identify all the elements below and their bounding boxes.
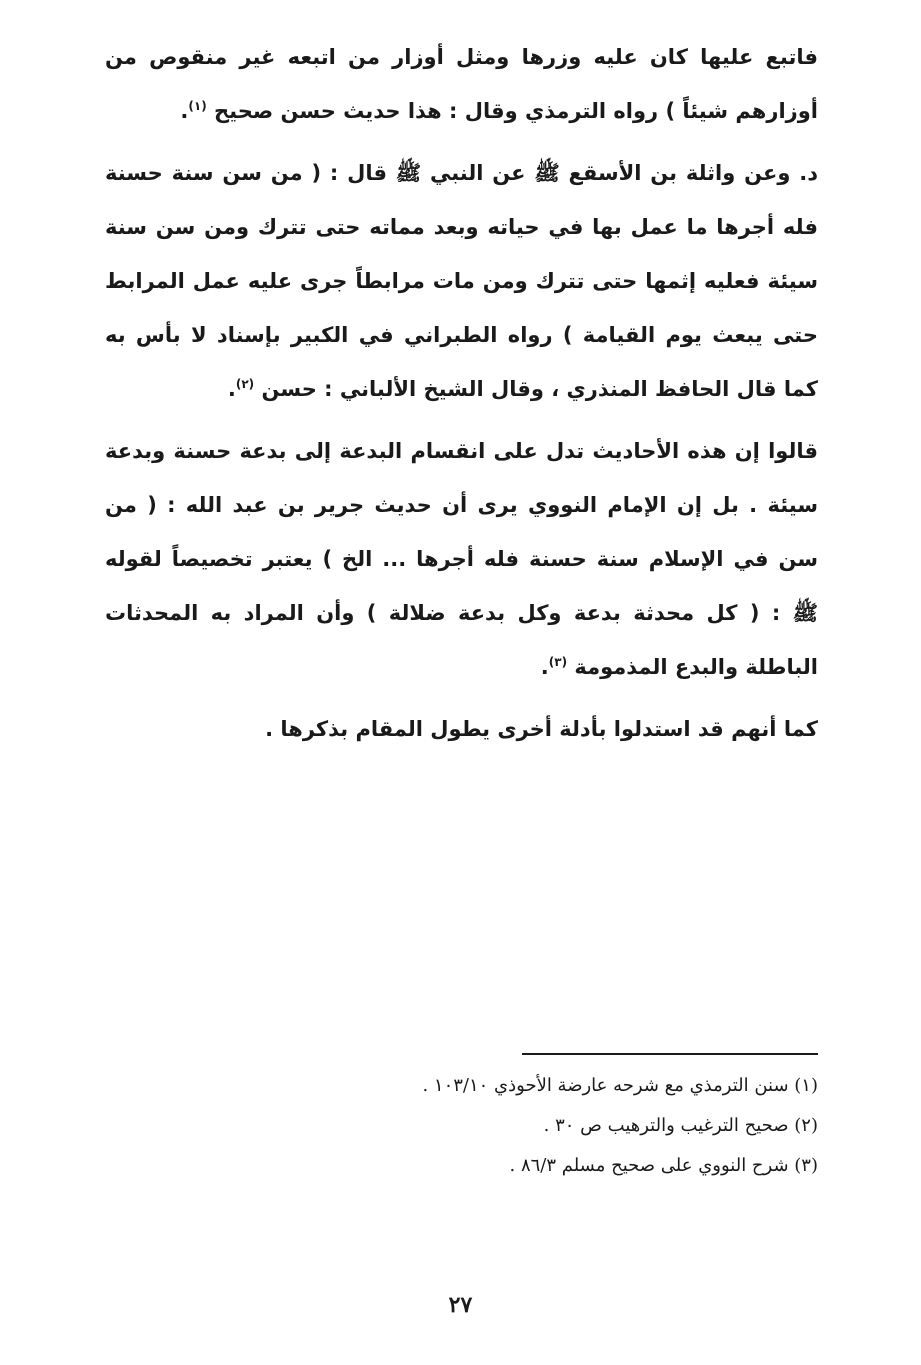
paragraph-4-text: كما أنهم قد استدلوا بأدلة أخرى يطول المقام بذكرها . (265, 717, 818, 741)
paragraph-4 (105, 702, 818, 756)
paragraph-1 (105, 30, 818, 138)
footnote-divider (522, 1053, 818, 1055)
footnote-3: (٣) شرح النووي على صحيح مسلم ٨٦/٣ . (509, 1155, 818, 1176)
footnote-1: (١) سنن الترمذي مع شرحه عارضة الأحوذي ١٠٣/١٠ . (422, 1075, 818, 1096)
footnotes (105, 1066, 818, 1186)
footnote-2: (٢) صحيح الترغيب والترهيب ص ٣٠ . (543, 1115, 818, 1136)
paragraph-2 (105, 146, 818, 416)
footnote-ref-2: (٢) (235, 377, 255, 391)
page-number: ٢٧ (448, 1292, 473, 1318)
paragraph-2-text: د. وعن واثلة بن الأسقع ﷺ عن النبي ﷺ قال : ( من سن سنة حسنة فله أجرها ما عمل بها في حياته وبعد مماته حتى تترك ومن سن سنة سيئة فعليه إثمها حتى تترك ومن مات مرابطاً جرى عليه عمل المرابط حتى يبعث يوم القيامة ) رواه الطبراني في الكبير بإسناد لا بأس به كما قال الحافظ المنذري ، وقال الشيخ الألباني : حسن (105, 161, 818, 401)
main-text (105, 30, 818, 756)
footnote-ref-3: (٣) (548, 655, 568, 669)
paragraph-2-tail: . (227, 377, 236, 401)
paragraph-3-text: قالوا إن هذه الأحاديث تدل على انقسام البدعة إلى بدعة حسنة وبدعة سيئة . بل إن الإمام النووي يرى أن حديث جرير بن عبد الله : ( من سن في الإسلام سنة حسنة فله أجرها ... الخ ) يعتبر تخصيصاً لقوله ﷺ : ( كل محدثة بدعة وكل بدعة ضلالة ) وأن المراد به المحدثات الباطلة والبدع المذمومة (105, 439, 818, 679)
paragraph-1-text: فاتبع عليها كان عليه وزرها ومثل أوزار من اتبعه غير منقوص من أوزارهم شيئاً ) رواه الترمذي وقال : هذا حديث حسن صحيح (105, 45, 818, 123)
paragraph-1-tail: . (180, 99, 189, 123)
footnote-ref-1: (١) (188, 99, 207, 113)
paragraph-3 (105, 424, 818, 694)
paragraph-3-tail: . (540, 655, 549, 679)
